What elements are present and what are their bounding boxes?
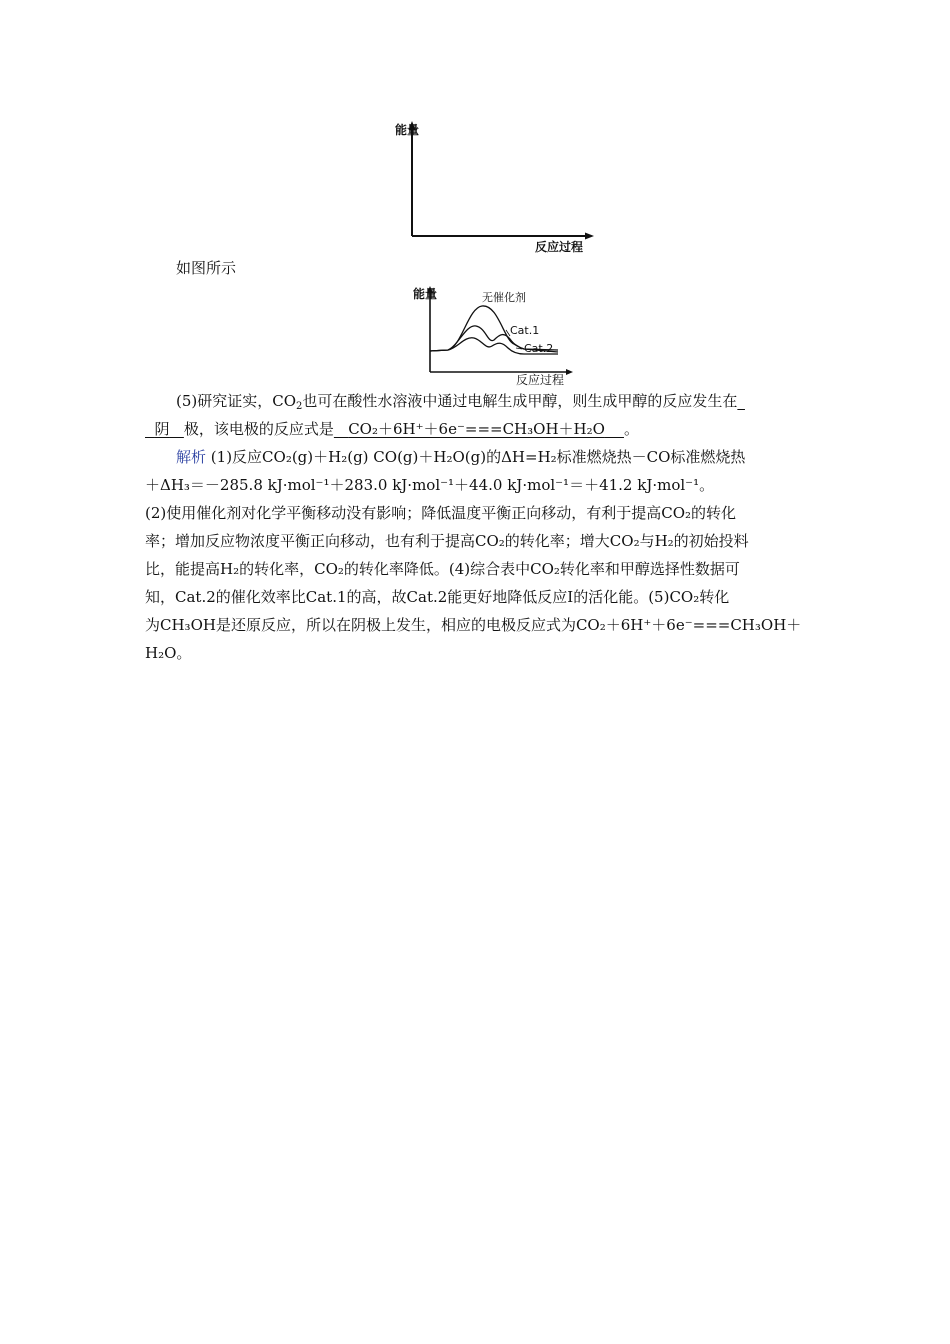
- answer-equation: CO₂＋6H⁺＋6e⁻===CH₃OH＋H₂O: [348, 420, 605, 438]
- energy-curve-diagram: [410, 284, 580, 386]
- label-cat2: Cat.2: [524, 342, 554, 355]
- question-5-line-2: 阴 极，该电极的反应式是 CO₂＋6H⁺＋6e⁻===CH₃OH＋H₂O 。: [145, 419, 950, 439]
- analysis-label: 解析: [176, 448, 207, 466]
- analysis-line-5: 比，能提高H₂的转化率，CO₂的转化率降低。(4)综合表中CO₂转化率和甲醇选择性数据可: [145, 560, 740, 578]
- x-axis-label: 反应过程: [535, 240, 584, 254]
- analysis-line-3: (2)使用催化剂对化学平衡移动没有影响；降低温度平衡正向移动，有利于提高CO₂的转化: [145, 504, 737, 522]
- analysis-line-2: ＋ΔH₃＝－285.8 kJ·mol⁻¹＋283.0 kJ·mol⁻¹＋44.0 kJ·mol⁻¹＝＋41.2 kJ·mol⁻¹。: [145, 476, 715, 494]
- analysis-line-6: 知，Cat.2的催化效率比Cat.1的高，故Cat.2能更好地降低反应Ⅰ的活化能。(5)CO₂转化: [145, 588, 730, 606]
- label-no-catalyst: 无催化剂: [482, 291, 526, 304]
- x-axis-arrow: [585, 233, 594, 240]
- analysis-line-8: H₂O。: [145, 644, 192, 662]
- analysis-line-7: 为CH₃OH是还原反应，所以在阴极上发生，相应的电极反应式为CO₂＋6H⁺＋6e⁻===CH₃OH＋: [145, 616, 802, 634]
- empty-energy-diagram: [390, 118, 600, 258]
- analysis-line-4: 率；增加反应物浓度平衡正向移动，也有利于提高CO₂的转化率；增大CO₂与H₂的初始投料: [145, 532, 749, 550]
- x-axis-arrow: [566, 369, 573, 375]
- y-axis-label: 能量: [395, 123, 420, 137]
- label-cat1: Cat.1: [510, 324, 540, 337]
- question-5-line-1: (5)研究证实，$CO_2$也可在酸性水溶液中通过电解生成甲醇，则生成甲醇的反应发生在_: [176, 392, 745, 412]
- figure-caption: 如图所示: [176, 259, 237, 277]
- x-axis-label: 反应过程: [516, 373, 565, 386]
- answer-electrode: 阴: [154, 420, 170, 438]
- analysis-line-1: 解析 (1)反应CO₂(g)＋H₂(g) CO(g)＋H₂O(g)的ΔH=H₂标准燃烧热－CO标准燃烧热: [176, 448, 746, 466]
- y-axis-label: 能量: [413, 287, 438, 301]
